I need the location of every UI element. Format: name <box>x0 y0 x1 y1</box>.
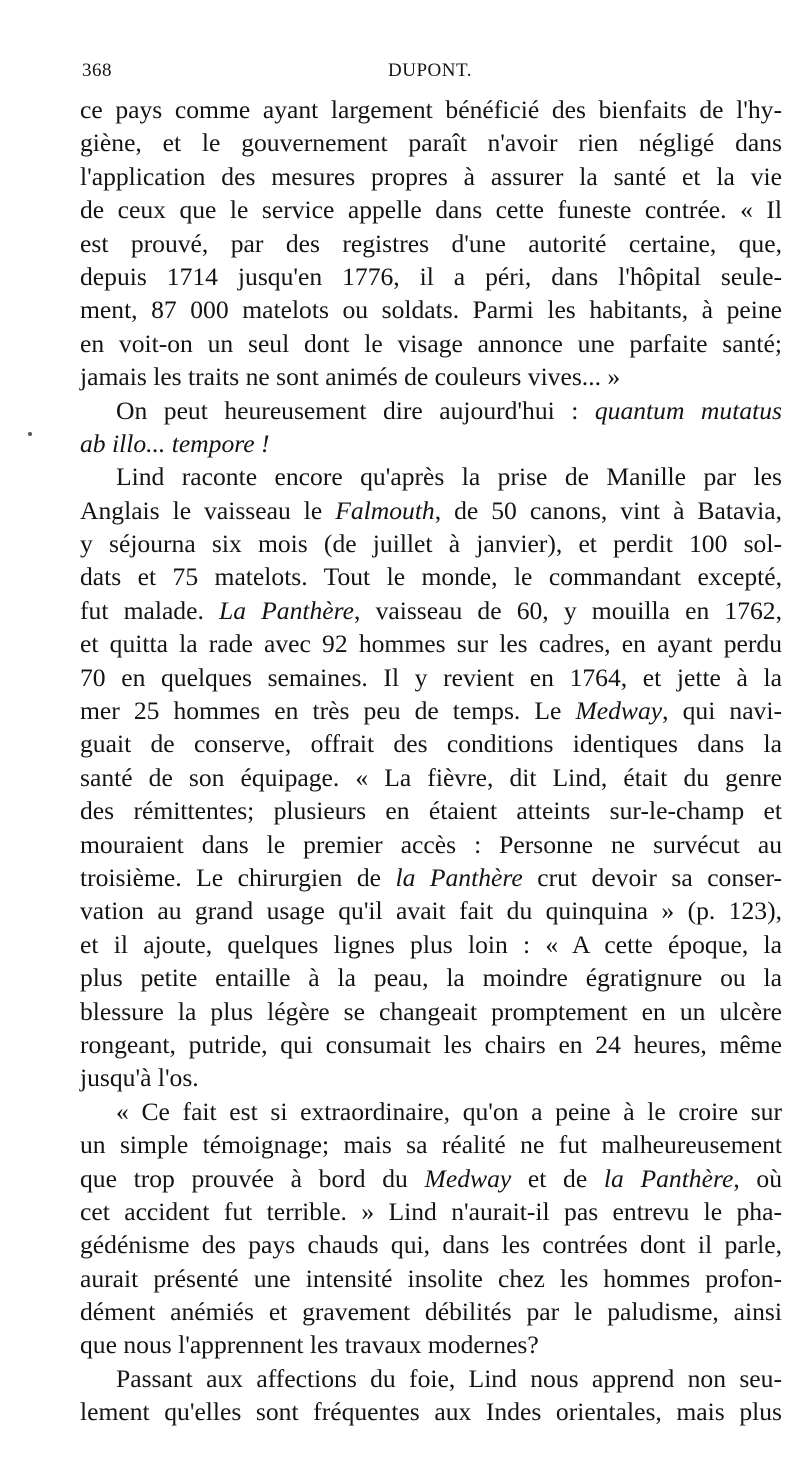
text-line: aurait présenté une intensité insolite chez les hommes profon- <box>80 1263 782 1293</box>
text-line: ment, 87 000 matelots ou soldats. Parmi les habitants, à peine <box>80 295 782 325</box>
text-run: fut malade. <box>80 595 219 625</box>
text-run: , vaisseau de 60, y mouilla en 1762, <box>354 595 782 625</box>
text-line: que nous l'apprennent les travaux modernes? <box>80 1330 539 1360</box>
text-run: Anglais le vaisseau le <box>80 495 336 525</box>
body-text <box>80 93 782 1429</box>
text-line: y séjourna six mois (de juillet à janvier), et perdit 100 sol- <box>80 529 782 559</box>
ship-name: La Panthère <box>219 595 355 625</box>
text-line <box>80 694 782 727</box>
text-line: Passant aux affections du foie, Lind nous apprend non seu- <box>116 1363 782 1393</box>
ship-name: Medway <box>575 696 663 726</box>
text-run: troisième. Le chirurgien de <box>80 862 396 892</box>
text-run: On peut heureusement dire aujourd'hui : <box>116 395 595 425</box>
text-line: est prouvé, par des registres d'une autorité certaine, que, <box>80 228 782 258</box>
text-line: santé de son équipage. « La fièvre, dit Lind, était du genre <box>80 762 782 792</box>
text-line: lement qu'elles sont fréquentes aux Indes orientales, mais plus <box>80 1397 782 1427</box>
text-line: vation au grand usage qu'il avait fait du quinquina » (p. 123), <box>80 896 782 926</box>
text-line <box>80 861 782 894</box>
running-title: DUPONT. <box>388 60 472 81</box>
text-line: giène, et le gouvernement paraît n'avoir rien négligé dans <box>80 128 782 158</box>
text-line: blessure la plus légère se changeait promptement en un ulcère <box>80 996 782 1026</box>
latin-quote: ab illo... tempore ! <box>80 428 270 458</box>
text-line <box>80 494 782 527</box>
text-line: depuis 1714 jusqu'en 1776, il a péri, dans l'hôpital seule- <box>80 261 782 291</box>
text-line <box>80 1162 782 1195</box>
text-line: des rémittentes; plusieurs en étaient atteints sur-le-champ et <box>80 796 782 826</box>
text-line: dément anémiés et gravement débilités par le paludisme, ainsi <box>80 1297 782 1327</box>
text-run: , où <box>733 1163 783 1193</box>
text-run: mer 25 hommes en très peu de temps. Le <box>80 696 576 726</box>
text-line: 70 en quelques semaines. Il y revient en 1764, et jette à la <box>80 662 782 692</box>
latin-quote: quantum mutatus <box>594 395 782 425</box>
ship-name: Falmouth <box>335 495 435 525</box>
page-number: 368 <box>82 60 112 81</box>
text-line: guait de conserve, offrait des conditions identiques dans la <box>80 729 782 759</box>
ship-name: la Panthère <box>603 1163 734 1193</box>
running-head <box>82 60 778 84</box>
text-line: jusqu'à l'os. <box>80 1063 199 1093</box>
text-line: et quitta la rade avec 92 hommes sur les cadres, en ayant perdu <box>80 629 782 659</box>
ship-name: Medway <box>424 1163 512 1193</box>
text-line: ce pays comme ayant largement bénéficié des bienfaits de l'hy- <box>80 95 782 124</box>
text-run: crut devoir sa conser- <box>522 862 782 892</box>
text-line: l'application des mesures propres à assurer la santé et la vie <box>80 161 782 191</box>
text-line <box>80 594 782 627</box>
text-line: de ceux que le service appelle dans cette funeste contrée. « Il <box>80 195 782 225</box>
text-line: plus petite entaille à la peau, la moindre égratignure ou la <box>80 963 782 993</box>
text-run: , de 50 canons, vint à Batavia, <box>434 495 782 525</box>
text-run: que trop prouvée à bord du <box>80 1163 425 1193</box>
text-line: mouraient dans le premier accès : Personne ne survécut au <box>80 829 782 859</box>
text-line: dats et 75 matelots. Tout le monde, le commandant excepté, <box>80 562 782 592</box>
margin-dot <box>28 432 32 436</box>
text-line: un simple témoignage; mais sa réalité ne fut malheureusement <box>80 1130 782 1160</box>
text-line: et il ajoute, quelques lignes plus loin : « A cette époque, la <box>80 929 782 959</box>
text-line: Lind raconte encore qu'après la prise de Manille par les <box>116 462 782 492</box>
text-run: et de <box>511 1163 604 1193</box>
text-line: rongeant, putride, qui consumait les chairs en 24 heures, même <box>80 1029 782 1059</box>
text-line: « Ce fait est si extraordinaire, qu'on a peine à le croire sur <box>116 1096 782 1126</box>
text-line: gédénisme des pays chauds qui, dans les contrées dont il parle, <box>80 1230 782 1260</box>
text-line <box>80 427 782 460</box>
ship-name: la Panthère <box>395 862 523 892</box>
text-line: en voit-on un seul dont le visage annonce une parfaite santé; <box>80 328 782 358</box>
text-line: cet accident fut terrible. » Lind n'aurait-il pas entrevu le pha- <box>80 1196 782 1226</box>
text-run: , qui navi- <box>662 696 782 726</box>
text-line <box>80 394 782 427</box>
text-line: jamais les traits ne sont animés de couleurs vives... » <box>80 362 621 392</box>
